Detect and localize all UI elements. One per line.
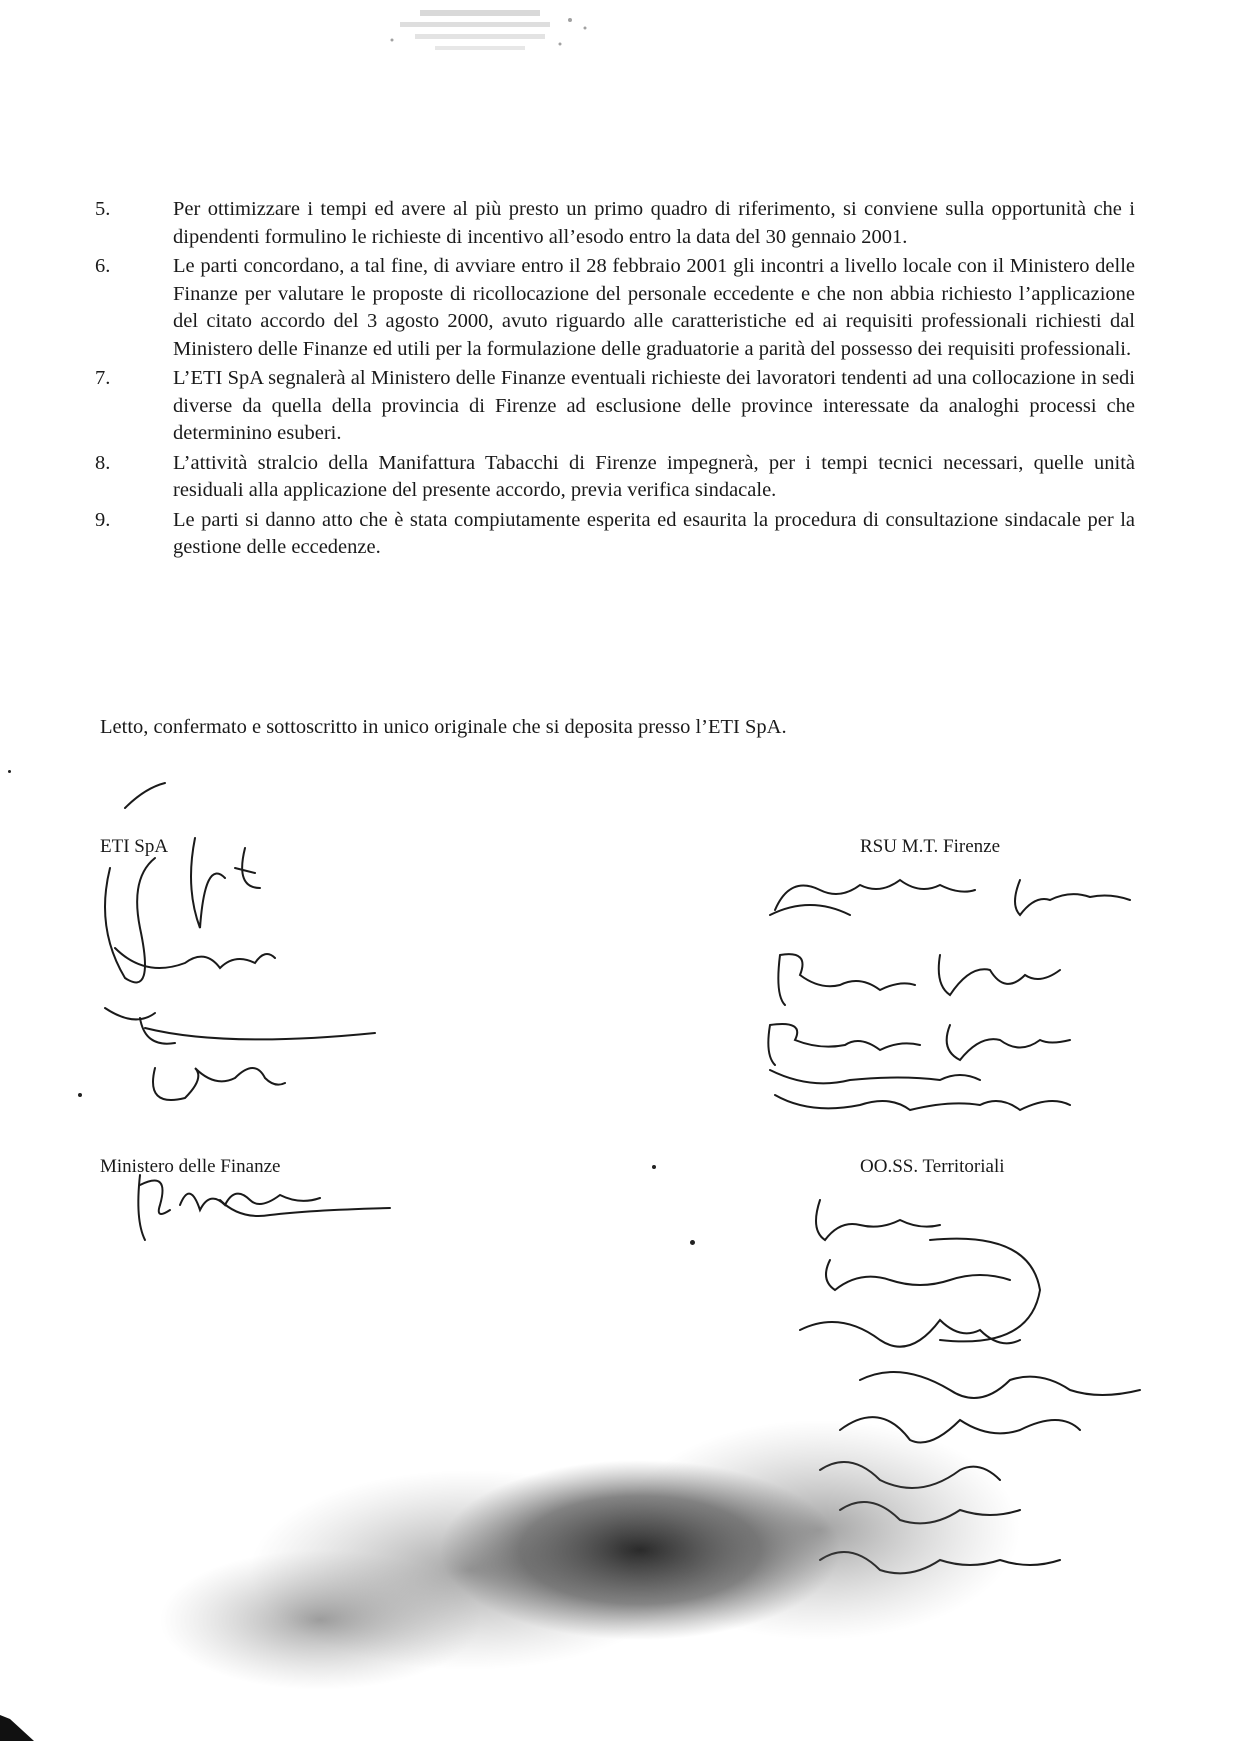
signatory-label-rsu: RSU M.T. Firenze (860, 836, 1001, 857)
clause-number: 7. (95, 367, 111, 389)
scan-speck (8, 770, 11, 773)
clause-number: 6. (95, 255, 111, 277)
clause-5 (95, 196, 1135, 251)
ministero-signature (130, 1160, 400, 1255)
clause-8 (95, 450, 1135, 505)
clause-text: L’ETI SpA segnalerà al Ministero delle Finanze eventuali richieste dei lavoratori tendenti ad una collocazione in sedi diverse da quella della provincia di Firenze ad esclusione delle province interessate da analoghi processi che determinino esuberi. (173, 367, 1135, 444)
numbered-clauses (95, 196, 1135, 564)
clause-9 (95, 507, 1135, 562)
clause-6 (95, 253, 1135, 363)
signatory-label-ministero: Ministero delle Finanze (100, 1156, 281, 1177)
clause-number: 5. (95, 198, 111, 220)
clause-text: Per ottimizzare i tempi ed avere al più presto un primo quadro di riferimento, si conviene sulla opportunità che i dipendenti formulino le richieste di incentivo all’esodo entro la data del 30 gennaio 2001. (173, 198, 1135, 248)
signatory-label-eti: ETI SpA (100, 836, 169, 857)
clause-text: Le parti concordano, a tal fine, di avviare entro il 28 febbraio 2001 gli incontri a livello locale con il Ministero delle Finanze per valutare le proposte di ricollocazione del personale eccedente e che non abbia richiesto l’applicazione del citato accordo del 3 agosto 2000, avuto riguardo alle caratteristiche ed ai requisiti professionali richiesti dal Ministero delle Finanze ed utili per la formulazione delle graduatorie a parità del possesso dei requisiti professionali. (173, 255, 1135, 360)
clause-text: L’attività stralcio della Manifattura Tabacchi di Firenze impegnerà, per i tempi tecnici necessari, quelle unità residuali alla applicazione del presente accordo, previa verifica sindacale. (173, 451, 1135, 501)
clause-7 (95, 365, 1135, 448)
scan-smudge-bottom (120, 1380, 1120, 1710)
clause-text: Le parti si danno atto che è stata compiutamente esperita ed esaurita la procedura di consultazione sindacale per la gestione delle eccedenze. (173, 508, 1135, 558)
scan-speck (78, 1093, 82, 1097)
rsu-signatures (750, 855, 1150, 1125)
scan-speck (690, 1240, 695, 1245)
scan-corner-mark (0, 1705, 40, 1745)
eti-signatures (85, 778, 415, 1138)
clause-number: 8. (95, 451, 111, 474)
signatory-label-ooss: OO.SS. Territoriali (860, 1156, 1005, 1177)
scan-speck (652, 1165, 656, 1169)
closing-statement: Letto, confermato e sottoscritto in unico originale che si deposita presso l’ETI SpA. (100, 716, 787, 738)
clause-number: 9. (95, 508, 111, 531)
scan-smudge-top (380, 0, 640, 70)
